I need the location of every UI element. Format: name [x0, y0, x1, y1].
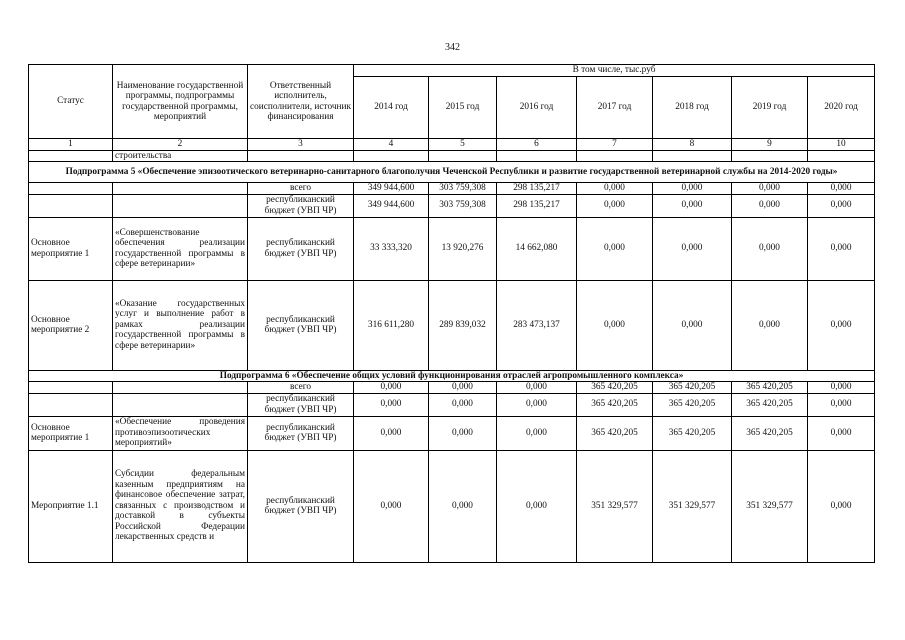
- table-row: [29, 416, 875, 450]
- header-year: 2017 год: [577, 77, 653, 139]
- table-row: [29, 450, 875, 562]
- table-row: [29, 150, 875, 162]
- row-source: республиканский бюджет (УВП ЧР): [248, 450, 354, 562]
- row-value: 0,000: [732, 217, 808, 280]
- row-value: 0,000: [497, 393, 577, 416]
- row-value: 0,000: [808, 416, 875, 450]
- row-value: 0,000: [653, 217, 732, 280]
- row-value: 0,000: [429, 382, 497, 394]
- row-value: 298 135,217: [497, 194, 577, 217]
- row-status: [29, 194, 113, 217]
- header-year: 2014 год: [354, 77, 429, 139]
- table-row: [29, 393, 875, 416]
- column-number: 6: [497, 139, 577, 151]
- row-value: 14 662,080: [497, 217, 577, 280]
- row-status: [29, 393, 113, 416]
- table-row: [29, 217, 875, 280]
- header-group: В том числе, тыс.руб: [354, 65, 875, 77]
- row-value: 0,000: [808, 450, 875, 562]
- column-number: 1: [29, 139, 113, 151]
- row-value: 0,000: [808, 382, 875, 394]
- row-name: [113, 183, 248, 195]
- row-value: 0,000: [429, 393, 497, 416]
- row-status: Основное мероприятие 1: [29, 416, 113, 450]
- header-status: Статус: [29, 65, 113, 139]
- row-value: 0,000: [732, 280, 808, 370]
- column-number: 10: [808, 139, 875, 151]
- row-value: 283 473,137: [497, 280, 577, 370]
- row-status: [29, 183, 113, 195]
- row-value: 0,000: [808, 183, 875, 195]
- row-value: 298 135,217: [497, 183, 577, 195]
- row-value: 0,000: [808, 217, 875, 280]
- subprogram-title-row: [29, 162, 875, 183]
- subprogram-title-row: [29, 370, 875, 382]
- row-name: [113, 382, 248, 394]
- row-value: 0,000: [577, 280, 653, 370]
- row-source: республиканский бюджет (УВП ЧР): [248, 393, 354, 416]
- row-source: всего: [248, 382, 354, 394]
- row-value: 316 611,280: [354, 280, 429, 370]
- row-value: 289 839,032: [429, 280, 497, 370]
- column-number: 7: [577, 139, 653, 151]
- header-year: 2018 год: [653, 77, 732, 139]
- column-number: 9: [732, 139, 808, 151]
- row-value: 351 329,577: [653, 450, 732, 562]
- row-value: 365 420,205: [653, 416, 732, 450]
- row-value: 0,000: [653, 194, 732, 217]
- column-number: 4: [354, 139, 429, 151]
- header-year: 2015 год: [429, 77, 497, 139]
- row-value: 349 944,600: [354, 183, 429, 195]
- row-status: Мероприятие 1.1: [29, 450, 113, 562]
- table-row: [29, 280, 875, 370]
- header-year: 2019 год: [732, 77, 808, 139]
- header-year: 2016 год: [497, 77, 577, 139]
- page-number: 342: [445, 42, 460, 53]
- table-row: [29, 194, 875, 217]
- row-name: [113, 393, 248, 416]
- row-value: 365 420,205: [577, 393, 653, 416]
- column-number-row: [29, 139, 875, 151]
- row-value: 0,000: [497, 416, 577, 450]
- column-number: 8: [653, 139, 732, 151]
- row-status: Основное мероприятие 1: [29, 217, 113, 280]
- row-name: строительства: [113, 150, 248, 162]
- row-value: 33 333,320: [354, 217, 429, 280]
- row-value: 365 420,205: [732, 393, 808, 416]
- row-value: 365 420,205: [732, 416, 808, 450]
- row-name: «Оказание государственных услуг и выполнение работ в рамках реализации государственной программы в сфере ветеринарии»: [113, 280, 248, 370]
- row-value: 13 920,276: [429, 217, 497, 280]
- row-name: Субсидии федеральным казенным предприятиям на финансовое обеспечение затрат, связанных с производством и доставкой в субъекты Российской Федерации лекарственных средств и: [113, 450, 248, 562]
- row-value: 0,000: [732, 183, 808, 195]
- row-value: 0,000: [354, 450, 429, 562]
- row-status: Основное мероприятие 2: [29, 280, 113, 370]
- row-value: 0,000: [577, 194, 653, 217]
- row-name: [113, 194, 248, 217]
- row-source: республиканский бюджет (УВП ЧР): [248, 217, 354, 280]
- row-value: 0,000: [808, 393, 875, 416]
- row-source: республиканский бюджет (УВП ЧР): [248, 280, 354, 370]
- row-value: 0,000: [653, 280, 732, 370]
- row-value: 351 329,577: [577, 450, 653, 562]
- row-name: «Обеспечение проведения противоэпизоотических мероприятий»: [113, 416, 248, 450]
- row-value: 0,000: [354, 382, 429, 394]
- row-source: всего: [248, 183, 354, 195]
- budget-table: [28, 64, 875, 563]
- row-value: 0,000: [497, 382, 577, 394]
- header-year: 2020 год: [808, 77, 875, 139]
- row-value: 0,000: [732, 194, 808, 217]
- header-executor: Ответственный исполнитель, соисполнители, источник финансирования: [248, 65, 354, 139]
- row-value: 365 420,205: [577, 382, 653, 394]
- row-value: 0,000: [497, 450, 577, 562]
- row-source: республиканский бюджет (УВП ЧР): [248, 416, 354, 450]
- row-status: [29, 382, 113, 394]
- row-value: 0,000: [429, 416, 497, 450]
- row-value: 0,000: [808, 280, 875, 370]
- row-value: 0,000: [354, 416, 429, 450]
- row-value: 351 329,577: [732, 450, 808, 562]
- row-value: 0,000: [577, 217, 653, 280]
- row-value: 0,000: [653, 183, 732, 195]
- column-number: 5: [429, 139, 497, 151]
- row-value: 365 420,205: [653, 393, 732, 416]
- row-value: 365 420,205: [732, 382, 808, 394]
- row-value: 0,000: [354, 393, 429, 416]
- row-value: 365 420,205: [577, 416, 653, 450]
- row-value: 0,000: [429, 450, 497, 562]
- column-number: 3: [248, 139, 354, 151]
- row-source: республиканский бюджет (УВП ЧР): [248, 194, 354, 217]
- subprogram-6-title: Подпрограмма 6 «Обеспечение общих условий функционирования отраслей агропромышленного комплекса»: [29, 370, 875, 382]
- row-value: 0,000: [577, 183, 653, 195]
- row-value: 303 759,308: [429, 183, 497, 195]
- row-value: 349 944,600: [354, 194, 429, 217]
- subprogram-5-title: Подпрограмма 5 «Обеспечение эпизоотического ветеринарно-санитарного благополучия Чеченской Республики и развитие государственной ветеринарной службы на 2014-2020 годы»: [29, 162, 875, 183]
- row-name: «Совершенствование обеспечения реализации государственной программы в сфере ветеринарии»: [113, 217, 248, 280]
- row-value: 303 759,308: [429, 194, 497, 217]
- table-row: [29, 183, 875, 195]
- row-value: 0,000: [808, 194, 875, 217]
- column-number: 2: [113, 139, 248, 151]
- row-value: 365 420,205: [653, 382, 732, 394]
- table-row: [29, 382, 875, 394]
- header-name: Наименование государственной программы, подпрограммы государственной программы, мероприятий: [113, 65, 248, 139]
